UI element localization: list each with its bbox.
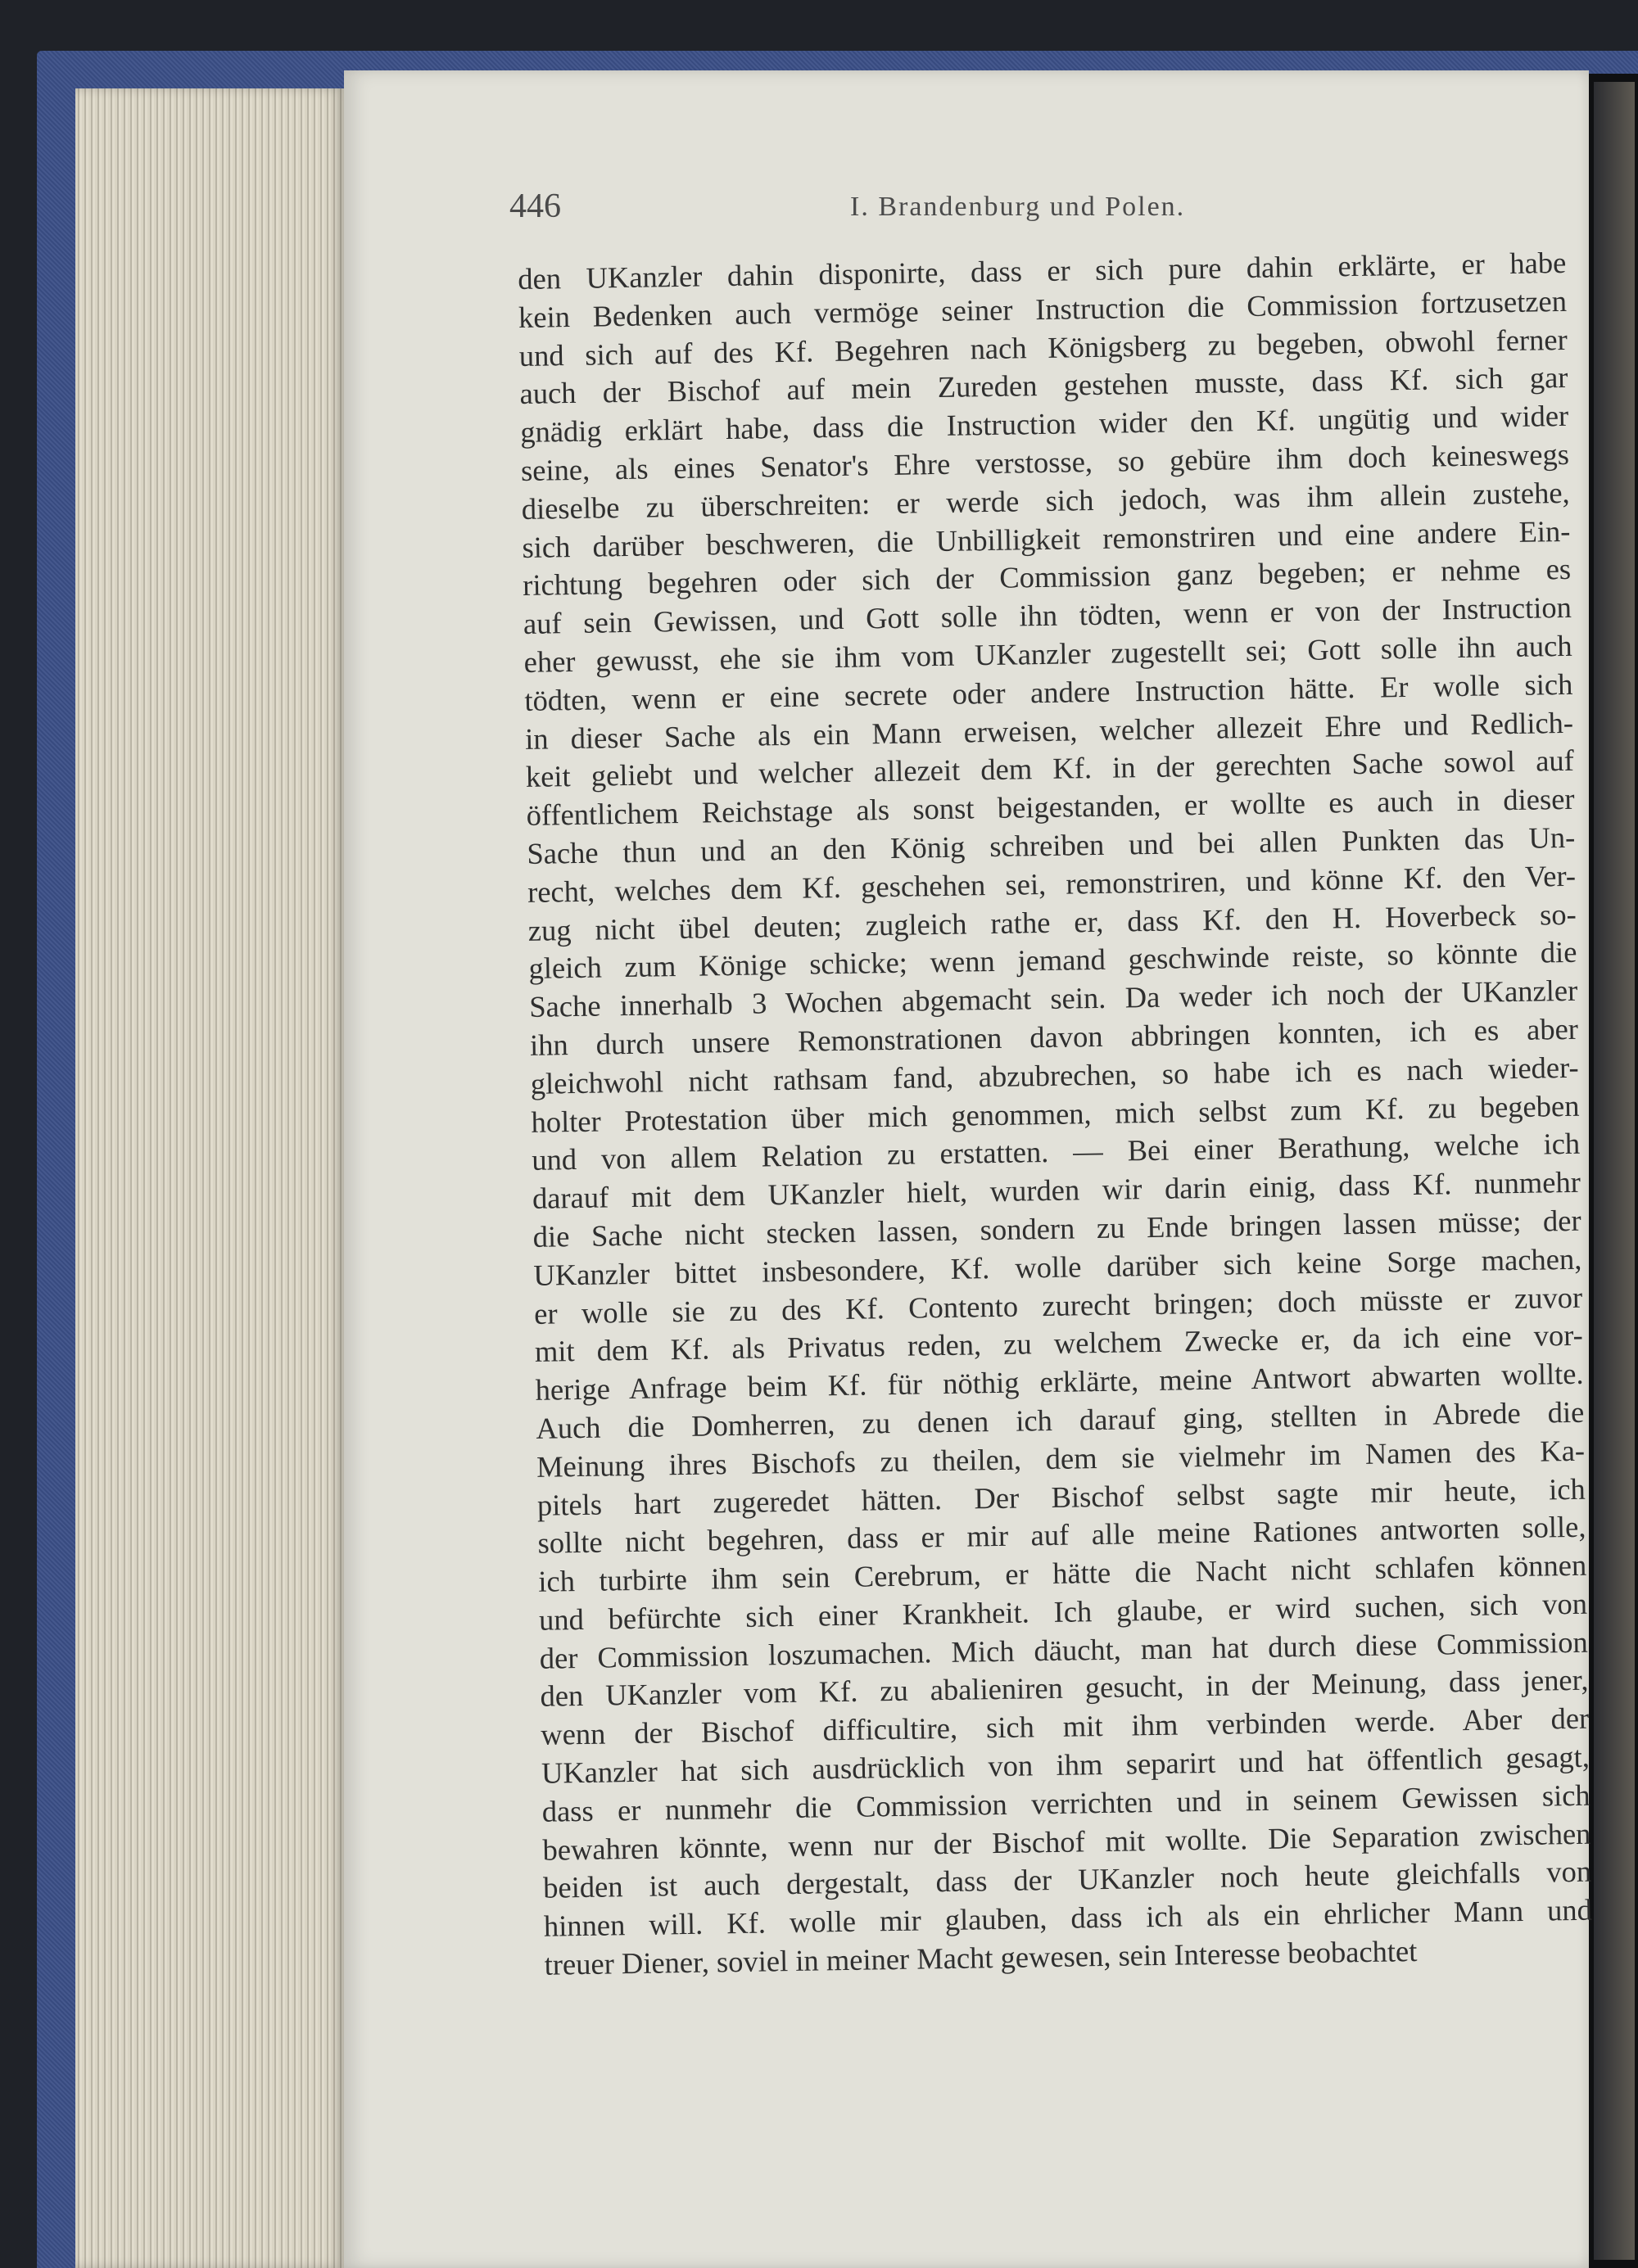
text-line: recht, welches dem Kf. geschehen sei, remonstriren, und könne Kf. den Ver- xyxy=(527,858,1577,909)
text-line: herige Anfrage beim Kf. für nöthig erklärte, meine Antwort abwarten wollte. xyxy=(535,1356,1584,1407)
text-line: sollte nicht begehren, dass er mir auf alle meine Rationes antworten solle, xyxy=(537,1510,1586,1561)
text-line: Sache thun und an den König schreiben und bei allen Punkten das Un- xyxy=(527,820,1576,870)
page-number: 446 xyxy=(509,187,561,225)
text-line: und sich auf des Kf. Begehren nach Königsberg zu begeben, obwohl ferner xyxy=(518,322,1568,373)
text-line: kein Bedenken auch vermöge seiner Instruction die Commission fortzusetzen xyxy=(518,283,1568,334)
text-line: zug nicht übel deuten; zugleich rathe er, dass Kf. den H. Hoverbeck so- xyxy=(527,897,1577,947)
text-line: den UKanzler dahin disponirte, dass er sich pure dahin erklärte, er habe xyxy=(518,245,1567,296)
text-line: mit dem Kf. als Privatus reden, zu welchem Zwecke er, da ich eine vor- xyxy=(534,1318,1584,1369)
text-line: Meinung ihres Bischofs zu theilen, dem sie vielmehr im Namen des Ka- xyxy=(536,1433,1586,1484)
text-line: den UKanzler vom Kf. zu abalieniren gesucht, in der Meinung, dass jener, xyxy=(540,1663,1589,1714)
text-line: auch der Bischof auf mein Zureden gestehen musste, dass Kf. sich gar xyxy=(519,360,1568,411)
page-header xyxy=(509,187,1566,244)
text-line: sich darüber beschweren, die Unbilligkeit remonstriren und eine andere Ein- xyxy=(522,513,1571,564)
text-line: pitels hart zugeredet hätten. Der Bischof selbst sagte mir heute, ich xyxy=(536,1471,1586,1522)
text-line: und befürchte sich einer Krankheit. Ich glaube, er wird suchen, sich von xyxy=(538,1586,1588,1637)
text-line: Sache innerhalb 3 Wochen abgemacht sein. Da weder ich noch der UKanzler xyxy=(528,973,1578,1024)
text-line: gleichwohl nicht rathsam fand, abzubrechen, so habe ich es nach wieder- xyxy=(530,1050,1579,1100)
text-line: hinnen will. Kf. wolle mir glauben, dass ich als ein ehrlicher Mann und xyxy=(543,1892,1593,1944)
text-line: bewahren könnte, wenn nur der Bischof mit wollte. Die Separation zwischen xyxy=(542,1816,1591,1867)
text-line: öffentlichem Reichstage als sonst beigestanden, er wollte es auch in dieser xyxy=(526,781,1575,833)
text-line: auf sein Gewissen, und Gott solle ihn tödten, wenn er von der Instruction xyxy=(523,590,1572,641)
text-line: holter Protestation über mich genommen, mich selbst zum Kf. zu begeben xyxy=(531,1088,1580,1139)
text-line: tödten, wenn er eine secrete oder andere Instruction hätte. Er wolle sich xyxy=(524,666,1573,717)
text-line: eher gewusst, ehe sie ihm vom UKanzler zugestellt sei; Gott solle ihn auch xyxy=(523,628,1572,679)
text-line: keit geliebt und welcher allezeit dem Kf. in der gerechten Sache sowol auf xyxy=(525,743,1575,794)
text-line: dieselbe zu überschreiten: er werde sich jedoch, was ihm allein zustehe, xyxy=(521,475,1570,526)
running-title: I. Brandenburg und Polen. xyxy=(850,192,1186,222)
text-line: richtung begehren oder sich der Commission ganz begeben; er nehme es xyxy=(522,552,1572,603)
text-line: UKanzler bittet insbesondere, Kf. wolle darüber sich keine Sorge machen, xyxy=(533,1241,1582,1292)
body-text xyxy=(518,244,1593,1985)
text-line: seine, als eines Senator's Ehre verstosse, so gebüre ihm doch keineswegs xyxy=(520,436,1570,487)
text-line: gleich zum Könige schicke; wenn jemand geschwinde reiste, so könnte die xyxy=(528,935,1577,986)
text-line: ich turbirte ihm sein Cerebrum, er hätte die Nacht nicht schlafen können xyxy=(538,1547,1587,1598)
text-line: dass er nunmehr die Commission verrichten und in seinem Gewissen sich xyxy=(541,1778,1590,1828)
next-page-edge xyxy=(1594,82,1635,2260)
text-line: treuer Diener, soviel in meiner Macht gewesen, sein Interesse beobachtet xyxy=(544,1934,1418,1981)
text-line: darauf mit dem UKanzler hielt, wurden wir darin einig, dass Kf. nunmehr xyxy=(532,1164,1581,1215)
text-line: wenn der Bischof difficultire, sich mit ihm verbinden werde. Aber der xyxy=(540,1701,1590,1752)
text-line: ihn durch unsere Remonstrationen davon abbringen konnten, ich es aber xyxy=(529,1011,1579,1062)
text-line: die Sache nicht stecken lassen, sondern zu Ende bringen lassen müsse; der xyxy=(532,1203,1581,1254)
page-edges xyxy=(75,88,346,2268)
text-line: UKanzler hat sich ausdrücklich von ihm separirt und hat öffentlich gesagt, xyxy=(541,1739,1590,1790)
text-line: in dieser Sache als ein Mann erweisen, welcher allezeit Ehre und Redlich- xyxy=(524,705,1574,756)
text-line: er wolle sie zu des Kf. Contento zurecht bringen; doch müsste er zuvor xyxy=(533,1280,1583,1331)
text-line: Auch die Domherren, zu denen ich darauf ging, stellten in Abrede die xyxy=(536,1394,1585,1445)
text-line: gnädig erklärt habe, dass die Instruction wider den Kf. ungütig und wider xyxy=(519,399,1569,450)
text-line: beiden ist auch dergestalt, dass der UKanzler noch heute gleichfalls von xyxy=(542,1855,1592,1905)
text-line: der Commission loszumachen. Mich däucht, man hat durch diese Commission xyxy=(539,1624,1588,1675)
text-line: und von allem Relation zu erstatten. — Bei einer Berathung, welche ich xyxy=(531,1127,1581,1177)
